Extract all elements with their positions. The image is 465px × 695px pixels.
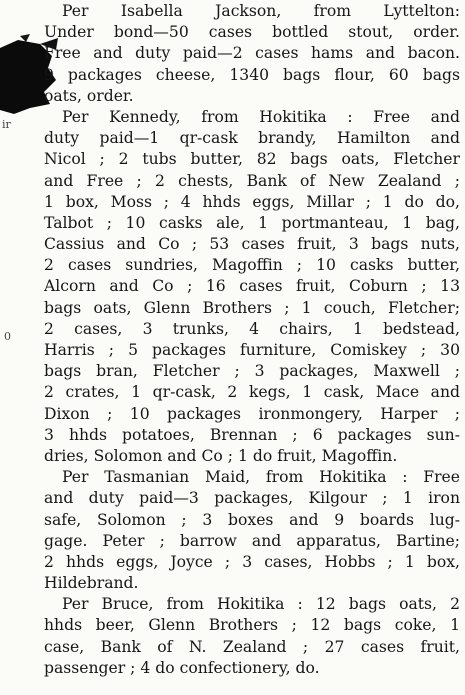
margin-mark-mid: 0 — [4, 330, 11, 343]
text-line: gage. Peter ; barrow and apparatus, Bartine; — [44, 531, 460, 550]
text-line: Free and duty paid—2 cases hams and bacon. — [44, 44, 460, 63]
article-column — [44, 1, 460, 679]
text-line: hhds beer, Glenn Brothers ; 12 bags coke, 1 — [44, 616, 460, 635]
text-line: and Free ; 2 chests, Bank of New Zealand ; — [44, 171, 460, 190]
text-line: Cassius and Co ; 53 cases fruit, 3 bags nuts, — [44, 235, 460, 254]
text-line: Per Tasmanian Maid, from Hokitika : Free — [62, 468, 460, 487]
text-line: 2 crates, 1 qr-cask, 2 kegs, 1 cask, Mace and — [44, 383, 460, 402]
text-line: duty paid—1 qr-cask brandy, Hamilton and — [44, 129, 460, 148]
text-line: dries, Solomon and Co ; 1 do fruit, Magoffin. — [44, 446, 398, 465]
text-line: Per Kennedy, from Hokitika : Free and — [62, 107, 460, 126]
text-line: oats, order. — [44, 86, 134, 105]
text-line: Nicol ; 2 tubs butter, 82 bags oats, Fletcher — [44, 150, 460, 169]
text-line: Talbot ; 10 casks ale, 1 portmanteau, 1 bag, — [44, 213, 460, 232]
text-line: bags bran, Fletcher ; 3 packages, Maxwell ; — [44, 362, 460, 381]
text-line: case, Bank of N. Zealand ; 27 cases fruit, — [44, 637, 460, 656]
text-line: Alcorn and Co ; 16 cases fruit, Coburn ; 13 — [44, 277, 460, 296]
text-line: Per Isabella Jackson, from Lyttelton: — [62, 2, 460, 20]
text-line: safe, Solomon ; 3 boxes and 9 boards lug- — [44, 510, 460, 529]
text-line: 2 cases sundries, Magoffin ; 10 casks butter, — [44, 256, 460, 275]
text-line: Dixon ; 10 packages ironmongery, Harper ; — [44, 404, 460, 423]
text-line: 1 box, Moss ; 4 hhds eggs, Millar ; 1 do do, — [44, 192, 460, 211]
text-line: bags oats, Glenn Brothers ; 1 couch, Fletcher; — [44, 298, 460, 317]
text-line: 9 packages cheese, 1340 bags flour, 60 bags — [44, 65, 460, 84]
text-line: and duty paid—3 packages, Kilgour ; 1 iron — [44, 489, 460, 508]
paragraph-kennedy — [44, 107, 460, 467]
text-line: Under bond—50 cases bottled stout, order. — [44, 23, 460, 42]
paragraph-bruce — [44, 594, 460, 679]
text-line: 2 hhds eggs, Joyce ; 3 cases, Hobbs ; 1 box, — [44, 552, 460, 571]
text-line: passenger ; 4 do confectionery, do. — [44, 658, 320, 677]
paragraph-isabella-jackson — [44, 1, 460, 107]
text-line: Hildebrand. — [44, 574, 139, 593]
text-line: 2 cases, 3 trunks, 4 chairs, 1 bedstead, — [44, 319, 460, 338]
paragraph-tasmanian-maid — [44, 467, 460, 594]
text-line: Harris ; 5 packages furniture, Comiskey ; 30 — [44, 341, 460, 359]
text-line: 3 hhds potatoes, Brennan ; 6 packages sun- — [44, 425, 460, 444]
text-line: Per Bruce, from Hokitika : 12 bags oats, 2 — [62, 595, 460, 614]
margin-mark-top: ir — [2, 118, 11, 131]
